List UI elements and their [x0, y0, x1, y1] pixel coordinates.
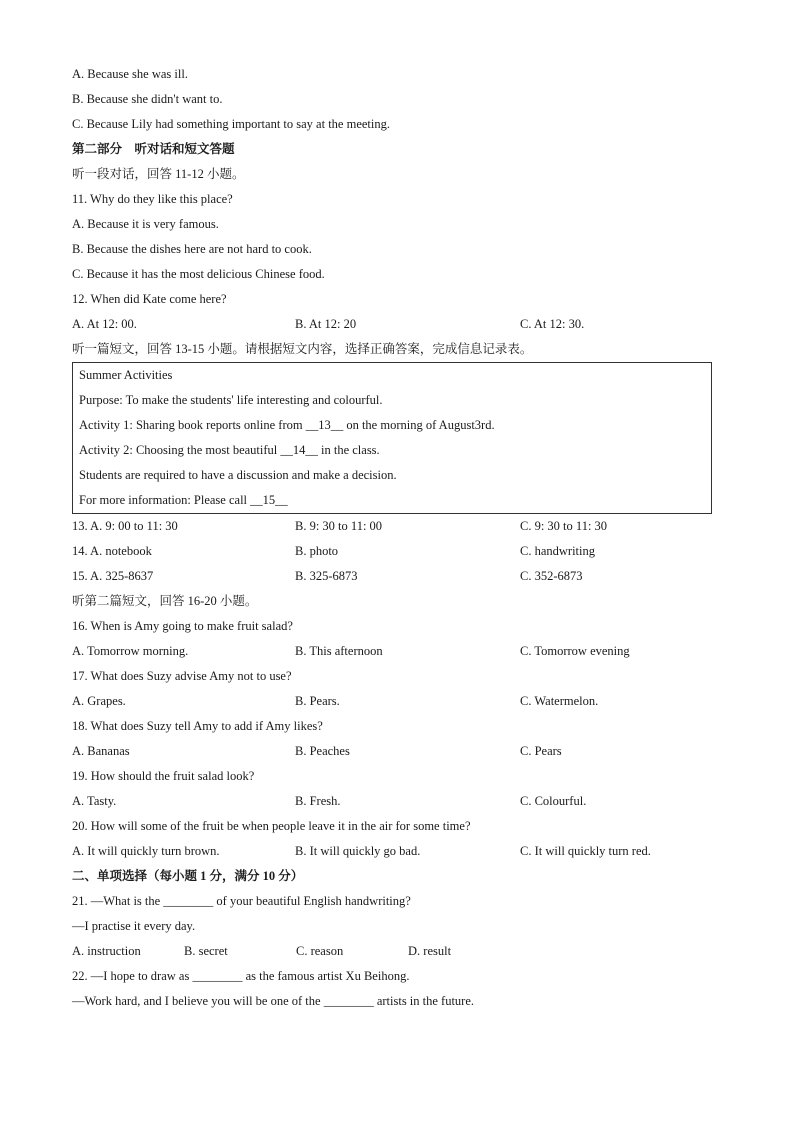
- table-discussion: Students are required to have a discussion and make a decision.: [79, 468, 397, 482]
- q14-options: [72, 539, 732, 564]
- q10-option-c: C. Because Lily had something important to say at the meeting.: [72, 117, 390, 131]
- q21-option-a: A. instruction: [72, 944, 141, 958]
- q11-option-a: A. Because it is very famous.: [72, 217, 219, 231]
- q15-option-c: C. 352-6873: [520, 569, 583, 583]
- q21-option-d: D. result: [408, 944, 452, 958]
- q11-option-c: C. Because it has the most delicious Chinese food.: [72, 267, 325, 281]
- q18-option-c: C. Pears: [520, 744, 562, 758]
- q18-stem: 18. What does Suzy tell Amy to add if Amy likes?: [72, 719, 323, 733]
- blank-14: __14__: [280, 443, 318, 457]
- q13-options: [72, 514, 732, 539]
- exam-page: [72, 62, 732, 1014]
- q19-option-c: C. Colourful.: [520, 794, 587, 808]
- q17-stem: 17. What does Suzy advise Amy not to use?: [72, 669, 292, 683]
- q14-option-a: 14. A. notebook: [72, 544, 152, 558]
- q20-option-c: C. It will quickly turn red.: [520, 844, 651, 858]
- q19-option-a: A. Tasty.: [72, 794, 117, 808]
- q19-options: [72, 789, 732, 814]
- q16-option-a: A. Tomorrow morning.: [72, 644, 189, 658]
- table-title: Summer Activities: [79, 368, 173, 382]
- table-purpose: Purpose: To make the students' life interesting and colourful.: [79, 393, 383, 407]
- q12-option-a: A. At 12: 00.: [72, 317, 137, 331]
- q18-option-a: A. Bananas: [72, 744, 130, 758]
- passage1-intro: 听一篇短文，回答 13-15 小题。请根据短文内容，选择正确答案，完成信息记录表。: [72, 342, 533, 356]
- q17-options: [72, 689, 732, 714]
- q18-options: [72, 739, 732, 764]
- q17-option-c: C. Watermelon.: [520, 694, 599, 708]
- blank-13: __13__: [305, 418, 344, 432]
- q22-reply: —Work hard, and I believe you will be one of the ________ artists in the future.: [72, 994, 475, 1008]
- blank-15: __15__: [250, 493, 288, 507]
- q13-option-a: 13. A. 9: 00 to 11: 30: [72, 519, 178, 533]
- table-more-info: For more information: Please call __15__: [79, 493, 288, 507]
- q10-option-a: A. Because she was ill.: [72, 67, 188, 81]
- q22-stem: 22. —I hope to draw as ________ as the famous artist Xu Beihong.: [72, 969, 410, 983]
- dialog-intro: 听一段对话，回答 11-12 小题。: [72, 167, 245, 181]
- q13-option-b: B. 9: 30 to 11: 00: [295, 519, 383, 533]
- q16-options: [72, 639, 732, 664]
- q13-option-c: C. 9: 30 to 11: 30: [520, 519, 608, 533]
- q16-option-b: B. This afternoon: [295, 644, 383, 658]
- q12-option-c: C. At 12: 30.: [520, 317, 585, 331]
- q10-option-b: B. Because she didn't want to.: [72, 92, 223, 106]
- q15-option-b: B. 325-6873: [295, 569, 358, 583]
- q17-option-b: B. Pears.: [295, 694, 340, 708]
- q19-option-b: B. Fresh.: [295, 794, 341, 808]
- q21-options: [72, 939, 732, 964]
- q12-option-b: B. At 12: 20: [295, 317, 357, 331]
- q16-option-c: C. Tomorrow evening: [520, 644, 630, 658]
- q21-option-c: C. reason: [296, 944, 344, 958]
- q20-stem: 20. How will some of the fruit be when people leave it in the air for some time?: [72, 819, 471, 833]
- q21-stem: 21. —What is the ________ of your beautiful English handwriting?: [72, 894, 411, 908]
- table-activity-1: Activity 1: Sharing book reports online from __13__ on the morning of August3rd.: [79, 418, 495, 432]
- q12-stem: 12. When did Kate come here?: [72, 292, 227, 306]
- q11-stem: 11. Why do they like this place?: [72, 192, 233, 206]
- q20-option-b: B. It will quickly go bad.: [295, 844, 421, 858]
- q21-reply: —I practise it every day.: [72, 919, 196, 933]
- q14-option-b: B. photo: [295, 544, 339, 558]
- q17-option-a: A. Grapes.: [72, 694, 126, 708]
- q15-options: [72, 564, 732, 589]
- q21-option-b: B. secret: [184, 944, 228, 958]
- q14-option-c: C. handwriting: [520, 544, 595, 558]
- q11-option-b: B. Because the dishes here are not hard to cook.: [72, 242, 312, 256]
- passage2-intro: 听第二篇短文，回答 16-20 小题。: [72, 594, 258, 608]
- q12-options: [72, 312, 732, 337]
- info-record-table: [72, 362, 712, 514]
- q16-stem: 16. When is Amy going to make fruit salad?: [72, 619, 293, 633]
- q19-stem: 19. How should the fruit salad look?: [72, 769, 255, 783]
- q18-option-b: B. Peaches: [295, 744, 350, 758]
- table-activity-2: Activity 2: Choosing the most beautiful __14__ in the class.: [79, 443, 380, 457]
- q15-option-a: 15. A. 325-8637: [72, 569, 154, 583]
- q20-option-a: A. It will quickly turn brown.: [72, 844, 220, 858]
- part2-heading: 第二部分 听对话和短文答题: [72, 142, 235, 156]
- q20-options: [72, 839, 732, 864]
- section2-heading: 二、单项选择（每小题 1 分，满分 10 分）: [72, 869, 304, 883]
